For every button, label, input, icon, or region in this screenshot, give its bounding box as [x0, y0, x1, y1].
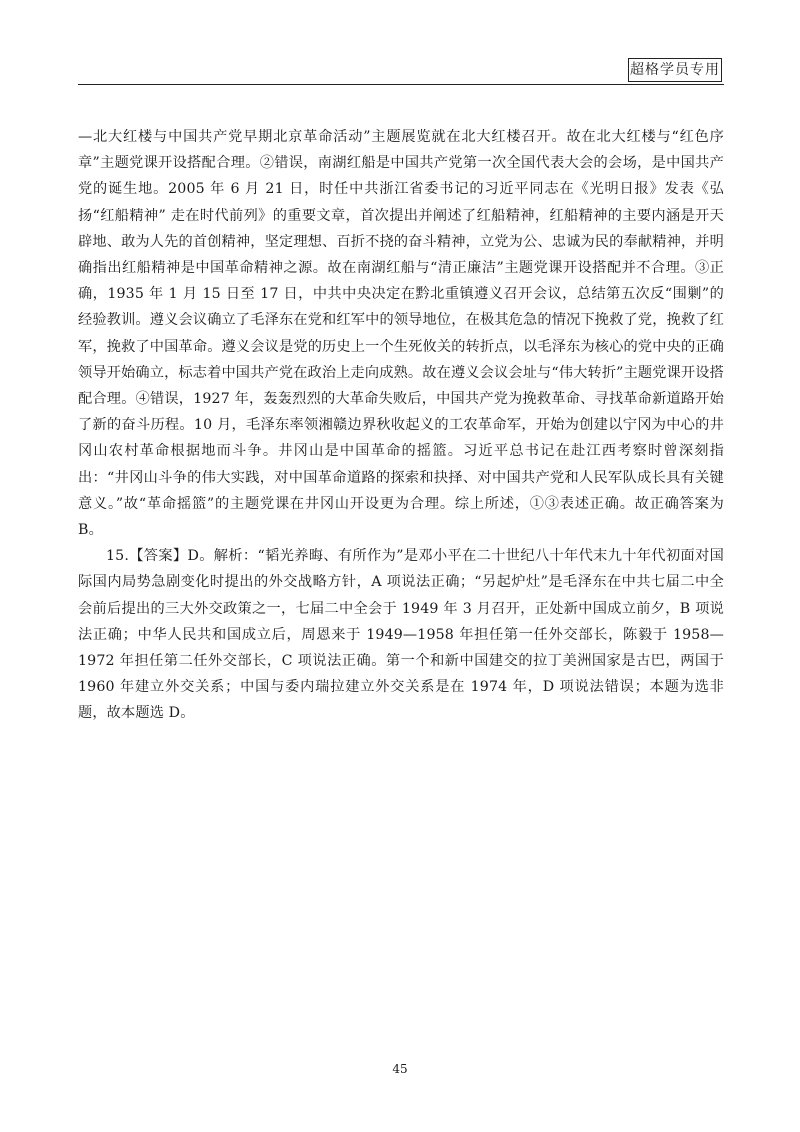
- page-number: 45: [392, 1062, 408, 1076]
- paragraph-question-15: 15.【答案】D。解析：“韬光养晦、有所作为”是邓小平在二十世纪八十年代末九十年代初面对国际国内局势急剧变化时提出的外交战略方针，A 项说法正确；“另起炉灶”是毛泽东在中共七届二中全会前后提出的三大外交政策之一，七届二中全会于 1949 年 3 月召开，正处新中国成立前夕，B 项说法正确；中华人民共和国成立后，周恩来于 1949—1958 年担任第一任外交部长，陈毅于 1958—1972 年担任第二任外交部长，C 项说法正确。第一个和新中国建交的拉丁美洲国家是古巴，两国于 1960 年建立外交关系；中国与委内瑞拉建立外交关系是在 1974 年，D 项说法错误；本题为选非题，故本题选 D。: [78, 548, 724, 722]
- page-content: [78, 124, 724, 727]
- header-rule: [78, 84, 724, 85]
- header-tag: 超格学员专用: [628, 58, 722, 82]
- paragraph-continued: —北大红楼与中国共产党早期北京革命活动”主题展览就在北大红楼召开。故在北大红楼与“红色序章”主题党课开设搭配合理。②错误，南湖红船是中国共产党第一次全国代表大会的会场，是中国共产党的诞生地。2005 年 6 月 21 日，时任中共浙江省委书记的习近平同志在《光明日报》发表《弘扬“红船精神” 走在时代前列》的重要文章，首次提出并阐述了红船精神，红船精神的主要内涵是开天辟地、敢为人先的首创精神，坚定理想、百折不挠的奋斗精神，立党为公、忠诚为民的奉献精神，并明确指出红船精神是中国革命精神之源。故在南湖红船与“清正廉洁”主题党课开设搭配并不合理。③正确，1935 年 1 月 15 日至 17 日，中共中央决定在黔北重镇遵义召开会议，总结第五次反“围剿”的经验教训。遵义会议确立了毛泽东在党和红军中的领导地位，在极其危急的情况下挽救了党，挽救了红军，挽救了中国革命。遵义会议是党的历史上一个生死攸关的转折点，以毛泽东为核心的党中央的正确领导开始确立，标志着中国共产党在政治上走向成熟。故在遵义会议会址与“伟大转折”主题党课开设搭配合理。④错误，1927 年，轰轰烈烈的大革命失败后，中国共产党为挽救革命、寻找革命新道路开始了新的奋斗历程。10 月，毛泽东率领湘赣边界秋收起义的工农革命军，开始为创建以宁冈为中心的井冈山农村革命根据地而斗争。井冈山是中国革命的摇篮。习近平总书记在赴江西考察时曾深刻指出：“井冈山斗争的伟大实践，对中国革命道路的探索和抉择、对中国共产党和人民军队成长具有关键意义。”故“革命摇篮”的主题党课在井冈山开设更为合理。综上所述，①③表述正确。故正确答案为 B。: [78, 129, 724, 539]
